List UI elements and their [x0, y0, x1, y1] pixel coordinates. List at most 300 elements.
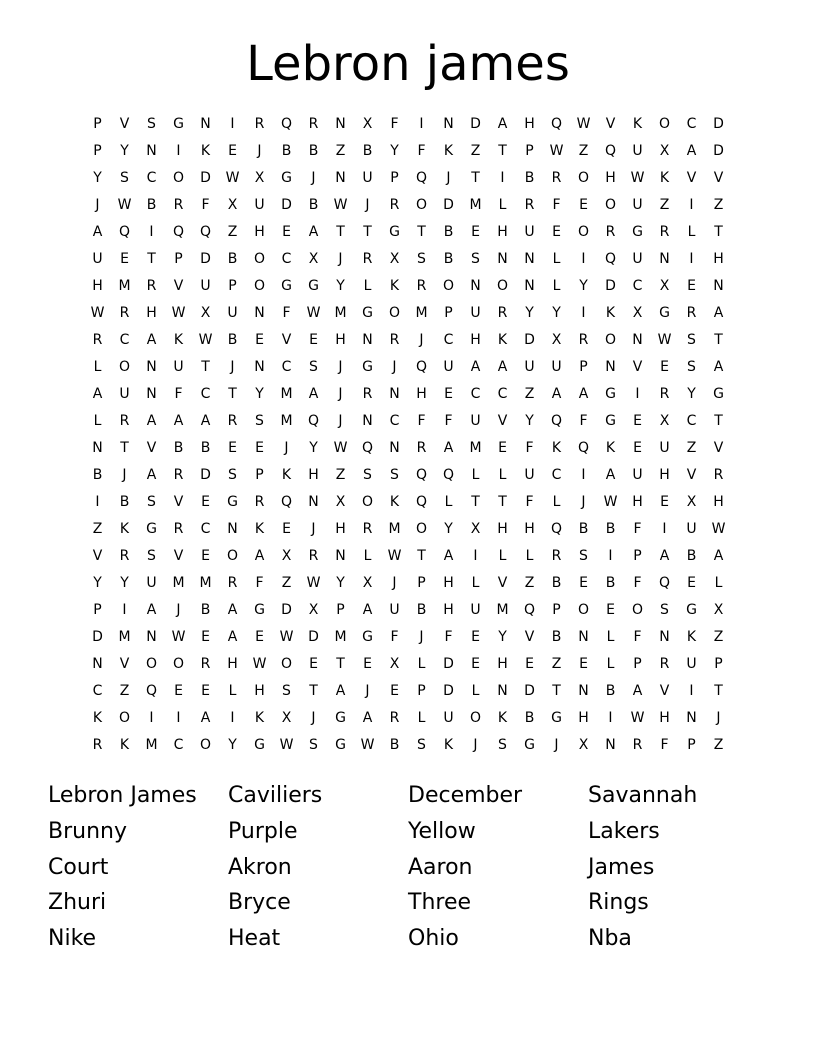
grid-letter: O [280, 656, 293, 672]
grid-letter: C [443, 332, 454, 348]
grid-letter: T [552, 683, 561, 699]
word-list-item: Akron [228, 854, 292, 880]
grid-letter: H [659, 710, 670, 726]
grid-letter: U [524, 224, 535, 240]
grid-letter: R [362, 521, 373, 537]
grid-letter: I [230, 710, 235, 726]
grid-letter: X [200, 305, 211, 321]
grid-letter: F [444, 413, 453, 429]
grid-letter: E [201, 629, 210, 645]
grid-letter: F [174, 386, 183, 402]
grid-letter: J [338, 359, 343, 375]
grid-letter: L [525, 548, 534, 564]
grid-letter: W [549, 143, 564, 159]
grid-letter: T [417, 548, 426, 564]
grid-letter: N [200, 116, 211, 132]
grid-letter: E [255, 332, 264, 348]
grid-letter: A [443, 548, 454, 564]
grid-letter: R [254, 494, 265, 510]
grid-letter: S [390, 467, 399, 483]
grid-letter: T [714, 224, 723, 240]
grid-letter: R [200, 656, 211, 672]
grid-letter: Z [92, 521, 103, 537]
grid-letter: H [632, 494, 643, 510]
grid-letter: F [579, 413, 588, 429]
grid-letter: X [713, 602, 724, 618]
grid-letter: B [416, 602, 427, 618]
grid-letter: G [551, 710, 562, 726]
grid-letter: L [606, 629, 615, 645]
grid-letter: R [524, 197, 535, 213]
word-list [48, 778, 768, 957]
grid-letter: N [659, 251, 670, 267]
grid-letter: E [363, 656, 372, 672]
grid-letter: T [201, 359, 210, 375]
grid-letter: Y [120, 575, 129, 591]
grid-letter: J [392, 575, 397, 591]
grid-letter: B [524, 170, 535, 186]
grid-letter: E [579, 575, 588, 591]
grid-letter: G [524, 737, 535, 753]
grid-letter: W [306, 305, 321, 321]
grid-letter: H [497, 224, 508, 240]
grid-letter: N [362, 413, 373, 429]
grid-letter: G [281, 278, 292, 294]
grid-letter: P [687, 737, 696, 753]
grid-letter: O [226, 548, 239, 564]
grid-letter: B [524, 710, 535, 726]
grid-letter: T [120, 440, 129, 456]
grid-letter: J [419, 629, 424, 645]
grid-letter: U [524, 467, 535, 483]
grid-letter: H [524, 521, 535, 537]
grid-letter: D [713, 116, 724, 132]
grid-letter: Z [227, 224, 238, 240]
grid-letter: W [657, 332, 672, 348]
grid-letter: I [689, 197, 694, 213]
grid-letter: L [552, 494, 561, 510]
grid-letter: R [92, 332, 103, 348]
grid-letter: D [470, 116, 481, 132]
grid-letter: X [389, 251, 400, 267]
grid-letter: X [686, 494, 697, 510]
word-list-item: James [588, 854, 655, 880]
grid-letter: W [225, 170, 240, 186]
grid-letter: R [497, 305, 508, 321]
grid-letter: D [443, 656, 454, 672]
grid-letter: P [633, 548, 642, 564]
grid-letter: V [119, 656, 130, 672]
word-list-item: Court [48, 854, 109, 880]
grid-letter: K [551, 440, 562, 456]
grid-letter: M [388, 521, 401, 537]
grid-letter: G [281, 170, 292, 186]
grid-letter: F [417, 143, 426, 159]
grid-letter: D [92, 629, 103, 645]
grid-letter: H [308, 467, 319, 483]
grid-letter: B [200, 440, 211, 456]
grid-letter: N [578, 629, 589, 645]
grid-letter: Y [525, 413, 534, 429]
grid-letter: V [173, 278, 184, 294]
grid-letter: K [605, 440, 616, 456]
grid-letter: L [606, 656, 615, 672]
grid-letter: A [254, 548, 265, 564]
grid-letter: Q [307, 413, 320, 429]
grid-letter: P [714, 656, 723, 672]
grid-letter: T [471, 170, 480, 186]
grid-letter: I [176, 710, 181, 726]
grid-letter: A [227, 602, 238, 618]
word-list-item: Nba [588, 926, 632, 951]
grid-letter: E [498, 440, 507, 456]
grid-letter: B [605, 575, 616, 591]
grid-letter: W [117, 197, 132, 213]
grid-letter: F [282, 305, 291, 321]
grid-letter: P [336, 602, 345, 618]
grid-letter: O [253, 278, 266, 294]
grid-letter: U [686, 656, 697, 672]
grid-letter: E [309, 332, 318, 348]
grid-letter: G [308, 278, 319, 294]
grid-letter: A [146, 413, 157, 429]
grid-letter: E [525, 656, 534, 672]
grid-letter: A [227, 629, 238, 645]
word-list-item: December [408, 783, 523, 808]
grid-letter: M [415, 305, 428, 321]
grid-letter: Z [470, 143, 481, 159]
grid-letter: X [362, 116, 373, 132]
grid-letter: Y [309, 440, 318, 456]
grid-letter: V [686, 170, 697, 186]
grid-letter: W [333, 440, 348, 456]
grid-letter: N [524, 251, 535, 267]
grid-letter: G [173, 116, 184, 132]
grid-letter: R [578, 332, 589, 348]
grid-letter: E [633, 413, 642, 429]
grid-letter: Q [145, 683, 158, 699]
grid-letter: S [687, 359, 696, 375]
grid-letter: I [419, 116, 424, 132]
grid-letter: B [227, 332, 238, 348]
grid-letter: X [362, 575, 373, 591]
grid-letter: Y [390, 143, 399, 159]
grid-letter: L [228, 683, 237, 699]
grid-letter: W [630, 710, 645, 726]
grid-letter: C [281, 251, 292, 267]
grid-letter: N [605, 737, 616, 753]
grid-letter: M [172, 575, 185, 591]
grid-letter: O [604, 197, 617, 213]
grid-letter: W [360, 737, 375, 753]
grid-letter: Q [550, 116, 563, 132]
grid-letter: O [604, 332, 617, 348]
word-list-item: Caviliers [228, 783, 323, 808]
grid-letter: O [118, 359, 131, 375]
grid-letter: N [713, 278, 724, 294]
grid-letter: L [444, 494, 453, 510]
grid-letter: I [689, 251, 694, 267]
grid-letter: E [201, 548, 210, 564]
grid-letter: K [443, 737, 454, 753]
grid-letter: B [578, 521, 589, 537]
grid-letter: E [687, 278, 696, 294]
grid-letter: P [444, 305, 453, 321]
grid-letter: Q [604, 143, 617, 159]
grid-letter: N [362, 332, 373, 348]
grid-letter: Q [577, 440, 590, 456]
grid-letter: J [176, 602, 181, 618]
grid-letter: C [200, 521, 211, 537]
grid-letter: H [416, 386, 427, 402]
grid-letter: A [578, 386, 589, 402]
grid-letter: A [713, 548, 724, 564]
grid-letter: R [227, 413, 238, 429]
grid-letter: Q [415, 359, 428, 375]
grid-letter: Q [172, 224, 185, 240]
grid-letter: F [444, 629, 453, 645]
grid-letter: E [633, 440, 642, 456]
word-list-item: Brunny [48, 818, 127, 844]
grid-letter: I [149, 710, 154, 726]
grid-letter: X [254, 170, 265, 186]
grid-letter: S [363, 467, 372, 483]
grid-letter: S [228, 467, 237, 483]
grid-letter: F [525, 440, 534, 456]
grid-letter: C [146, 170, 157, 186]
grid-letter: Z [551, 656, 562, 672]
grid-letter: L [93, 359, 102, 375]
grid-letter: R [632, 737, 643, 753]
grid-letter: E [471, 224, 480, 240]
grid-letter: J [122, 467, 127, 483]
grid-letter: U [200, 278, 211, 294]
grid-letter: B [92, 467, 103, 483]
grid-letter: O [145, 656, 158, 672]
grid-letter: V [632, 359, 643, 375]
grid-letter: S [309, 737, 318, 753]
grid-letter: O [361, 494, 374, 510]
grid-letter: L [498, 548, 507, 564]
grid-letter: E [228, 143, 237, 159]
grid-letter: G [146, 521, 157, 537]
grid-letter: V [119, 116, 130, 132]
grid-letter: G [713, 386, 724, 402]
grid-letter: M [118, 629, 131, 645]
grid-letter: B [551, 575, 562, 591]
grid-letter: M [469, 197, 482, 213]
grid-letter: K [497, 332, 508, 348]
grid-letter: W [279, 629, 294, 645]
grid-letter: U [551, 359, 562, 375]
grid-letter: I [176, 143, 181, 159]
grid-letter: P [525, 143, 534, 159]
grid-letter: A [200, 710, 211, 726]
grid-letter: D [200, 170, 211, 186]
grid-letter: R [551, 548, 562, 564]
grid-letter: Z [524, 386, 535, 402]
grid-letter: K [686, 629, 697, 645]
grid-letter: S [282, 683, 291, 699]
grid-letter: K [281, 467, 292, 483]
grid-letter: I [230, 116, 235, 132]
grid-letter: Z [281, 575, 292, 591]
grid-letter: O [253, 251, 266, 267]
grid-letter: E [255, 629, 264, 645]
grid-letter: D [524, 683, 535, 699]
grid-letter: J [473, 737, 478, 753]
grid-letter: M [280, 386, 293, 402]
grid-letter: H [227, 656, 238, 672]
grid-letter: A [713, 359, 724, 375]
grid-letter: U [659, 440, 670, 456]
grid-letter: Y [255, 386, 264, 402]
grid-letter: V [713, 170, 724, 186]
grid-letter: H [497, 656, 508, 672]
grid-letter: A [659, 548, 670, 564]
grid-letter: A [92, 386, 103, 402]
grid-letter: X [659, 143, 670, 159]
grid-letter: I [608, 548, 613, 564]
grid-letter: N [605, 359, 616, 375]
grid-letter: H [335, 332, 346, 348]
grid-letter: Z [578, 143, 589, 159]
grid-letter: N [335, 116, 346, 132]
grid-letter: E [579, 656, 588, 672]
grid-letter: I [581, 467, 586, 483]
grid-letter: P [633, 656, 642, 672]
grid-letter: N [308, 494, 319, 510]
grid-letter: D [308, 629, 319, 645]
grid-letter: S [147, 548, 156, 564]
grid-letter: Q [415, 494, 428, 510]
grid-letter: C [686, 116, 697, 132]
grid-letter: Q [280, 116, 293, 132]
grid-letter: D [443, 683, 454, 699]
grid-letter: T [714, 413, 723, 429]
grid-letter: G [362, 629, 373, 645]
grid-letter: Z [119, 683, 130, 699]
grid-letter: I [473, 548, 478, 564]
grid-letter: S [309, 359, 318, 375]
grid-letter: R [146, 278, 157, 294]
grid-letter: D [200, 251, 211, 267]
grid-letter: G [227, 494, 238, 510]
grid-letter: S [498, 737, 507, 753]
grid-letter: H [659, 467, 670, 483]
grid-letter: N [146, 359, 157, 375]
grid-letter: O [577, 224, 590, 240]
grid-letter: V [524, 629, 535, 645]
grid-letter: Y [120, 143, 129, 159]
grid-letter: R [308, 548, 319, 564]
word-list-item: Yellow [408, 818, 476, 844]
grid-letter: O [577, 170, 590, 186]
grid-letter: T [363, 224, 372, 240]
grid-letter: K [659, 170, 670, 186]
grid-letter: Q [523, 602, 536, 618]
grid-letter: H [335, 521, 346, 537]
grid-letter: O [442, 278, 455, 294]
grid-letter: R [416, 278, 427, 294]
grid-letter: M [334, 305, 347, 321]
grid-letter: U [686, 521, 697, 537]
grid-letter: Q [415, 170, 428, 186]
word-list-item: Bryce [228, 890, 291, 916]
grid-letter: L [498, 197, 507, 213]
grid-letter: N [470, 278, 481, 294]
word-list-item: Heat [228, 926, 281, 951]
grid-letter: N [524, 278, 535, 294]
grid-letter: P [255, 467, 264, 483]
grid-letter: X [632, 305, 643, 321]
grid-letter: P [228, 278, 237, 294]
grid-letter: V [92, 548, 103, 564]
grid-letter: O [658, 116, 671, 132]
grid-letter: U [470, 602, 481, 618]
grid-letter: F [660, 737, 669, 753]
grid-letter: X [335, 494, 346, 510]
grid-letter: T [714, 683, 723, 699]
grid-letter: X [227, 197, 238, 213]
grid-letter: A [146, 602, 157, 618]
grid-letter: U [470, 305, 481, 321]
grid-letter: S [120, 170, 129, 186]
grid-letter: D [281, 197, 292, 213]
grid-letter: F [633, 521, 642, 537]
grid-letter: V [146, 440, 157, 456]
grid-letter: R [173, 197, 184, 213]
grid-letter: K [254, 710, 265, 726]
grid-letter: H [254, 683, 265, 699]
grid-letter: R [254, 116, 265, 132]
grid-letter: B [146, 197, 157, 213]
grid-letter: C [551, 467, 562, 483]
grid-letter: F [552, 197, 561, 213]
grid-letter: Q [550, 413, 563, 429]
grid-letter: M [145, 737, 158, 753]
grid-letter: J [392, 359, 397, 375]
grid-letter: K [389, 278, 400, 294]
grid-letter: I [689, 683, 694, 699]
grid-letter: B [173, 440, 184, 456]
grid-letter: F [417, 413, 426, 429]
grid-letter: E [309, 656, 318, 672]
grid-letter: J [311, 521, 316, 537]
grid-letter: W [198, 332, 213, 348]
grid-letter: H [605, 170, 616, 186]
grid-letter: G [254, 737, 265, 753]
grid-letter: I [662, 521, 667, 537]
grid-letter: N [497, 683, 508, 699]
grid-letter: A [335, 683, 346, 699]
grid-letter: A [497, 359, 508, 375]
grid-letter: B [443, 224, 454, 240]
grid-letter: H [443, 575, 454, 591]
grid-letter: S [471, 251, 480, 267]
grid-letter: P [390, 170, 399, 186]
grid-letter: Q [658, 575, 671, 591]
grid-letter: U [92, 251, 103, 267]
grid-letter: G [335, 710, 346, 726]
grid-letter: Q [550, 521, 563, 537]
grid-letter: W [576, 116, 591, 132]
grid-letter: J [257, 143, 262, 159]
grid-letter: N [389, 386, 400, 402]
grid-letter: N [92, 656, 103, 672]
grid-letter: C [632, 278, 643, 294]
grid-letter: A [362, 602, 373, 618]
